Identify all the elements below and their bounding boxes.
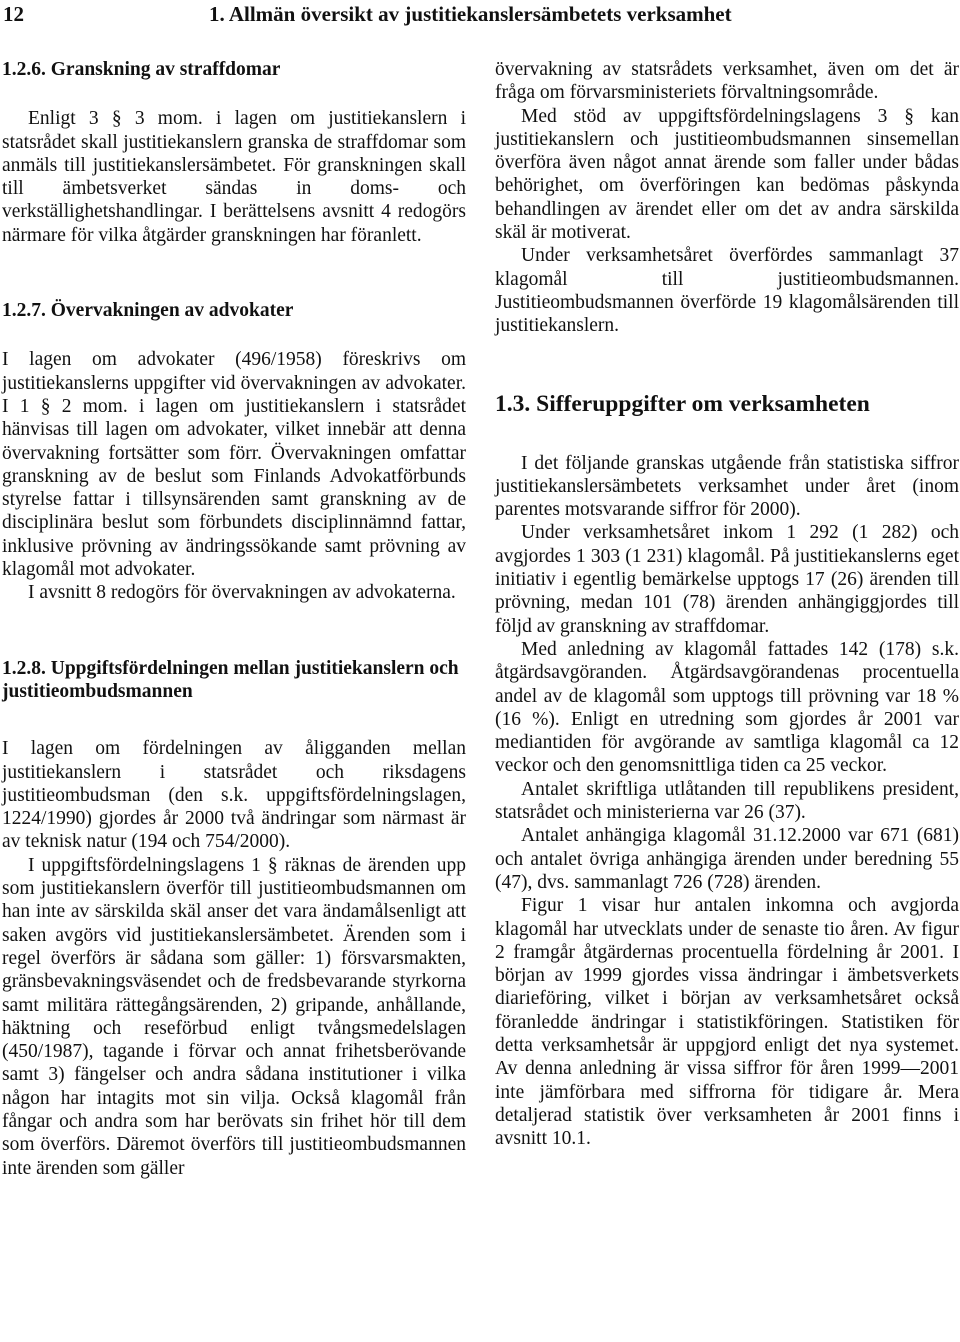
paragraph: Enligt 3 § 3 mom. i lagen om justitiekanslern i statsrådet skall justitiekanslern granska de straffdomar som anmäls till justitiekanslersämbetet. För granskningen skall till ämbetsverket sändas in doms- och verkställighetshandlingar. I berättelsens avsnitt 4 redogörs närmare för vilka åtgärder granskningen har föranlett.: [2, 108, 466, 246]
paragraph: I avsnitt 8 redogörs för övervakningen av advokaterna.: [28, 582, 456, 604]
paragraph: Under verksamhetsåret överfördes sammanlagt 37 klagomål till justitieombudsmannen. Justitieombudsmannen överförde 19 klagomålsärenden till justitiekanslern.: [495, 245, 959, 337]
paragraph: Antalet skriftliga utlåtanden till republikens president, statsrådet och ministerierna var 26 (37).: [495, 778, 959, 824]
section-heading-1-2-7: 1.2.7. Övervakningen av advokater: [2, 300, 294, 322]
paragraph: övervakning av statsrådets verksamhet, även om det är fråga om förvarsministeriets förvaltningsområde.: [495, 59, 959, 104]
page-number: 12: [3, 2, 24, 26]
section-heading-1-3: 1.3. Sifferuppgifter om verksamheten: [495, 390, 870, 417]
paragraph: Med anledning av klagomål fattades 142 (178) s.k. åtgärdsavgöranden. Åtgärdsavgörandenas procentuella andel av de klagomål som upptogs till prövning var 18 % (16 %). Enligt en utredning som gjordes år 2001 var mediantiden för avgörande av samtliga klagomål ca 12 veckor och den genomsnittliga tiden ca 25 veckor.: [495, 638, 959, 777]
page-header: [0, 0, 960, 40]
left-column: [2, 58, 466, 1180]
paragraph: Under verksamhetsåret inkom 1 292 (1 282) och avgjordes 1 303 (1 231) klagomål. På justitiekanslerns eget initiativ i egentlig bemärkelse upptogs 17 (26) ärenden till prövning, medan 101 (78) ärenden anhängiggjordes till följd av granskning av straffdomar.: [495, 522, 959, 637]
paragraph: Figur 1 visar hur antalen inkomna och avgjorda klagomål har utvecklats under de senaste tio åren. Av figur 2 framgår åtgärdernas procentuella fördelning år 2001. I början av 1999 gjordes vissa ändringar i ämbetsverkets diarieföring, vilket i början av verksamhetsåret också föranledde ändringar i statistikföringen. Statistiken för detta verksamhetsår är uppgjord enligt det nya systemet. Av denna anledning är vissa siffror för åren 1999—2001 inte jämförbara med siffrorna för tidigare år. Mera detaljerad statistik över verksamheten år 2001 finns i avsnitt 10.1.: [495, 895, 959, 1150]
section-heading-1-2-6: 1.2.6. Granskning av straffdomar: [2, 59, 281, 80]
paragraph: I uppgiftsfördelningslagens 1 § räknas de ärenden upp som justitiekanslern överför till justitieombudsmannen om han inte av särskilda skäl anser det vara ändamålsenligt att saken avgörs vid justitiekanslersämbetet. Ärenden som i regel överförs är sådana som gäller: 1) försvarsmakten, gränsbevakningsväsendet och de fredsbevarande styrkorna samt militära rättegångsärenden, 2) gripande, anhållande, häktning och reseförbud enligt tvångsmedelslagen (450/1987), tagande i förvar och annat frihetsberövande samt 3) fängelser och andra sådana institutioner i vilka någon har intagits mot sin vilja. Också klagomål från fångar och andra som har berövats sin frihet hör till dem som överförs. Däremot överförs till justitieombudsmannen inte ärenden som gäller: [2, 854, 466, 1179]
right-column: [495, 58, 959, 1150]
paragraph: Med stöd av uppgiftsfördelningslagens 3 § kan justitiekanslern och justitieombudsmannen sinsemellan överföra även något annat ärende som faller under bådas behörighet, om överföringen kan bedömas påskynda behandlingen av ärendet eller om det av andra särskilda skäl är motiverat.: [495, 105, 959, 244]
paragraph: I lagen om advokater (496/1958) föreskrivs om justitiekanslerns uppgifter vid övervakningen av advokater. I 1 § 2 mom. i lagen om justitiekanslern i statsrådet hänvisas till lagen om advokater, vilket innebär att denna övervakning fortsätter som förr. Övervakningen omfattar granskning av de beslut som Finlands Advokatförbunds styrelse fattar i tillsynsärenden samt granskning av de disciplinära beslut som förbundets disciplinnämnd fattar, inklusive prövning av ändringssökande samt prövning av klagomål mot advokater.: [2, 349, 466, 581]
running-title: 1. Allmän översikt av justitiekanslersämbetets verksamhet: [209, 2, 732, 26]
paragraph: Antalet anhängiga klagomål 31.12.2000 var 671 (681) och antalet övriga anhängiga ärenden under beredning 55 (47), dvs. sammanlagt 726 (728) ärenden.: [495, 825, 959, 893]
paragraph: I det följande granskas utgående från statistiska siffror justitiekanslersämbetets verksamhet under året (inom parentes motsvarande siffror för 2000).: [495, 452, 959, 521]
section-heading-1-2-8: 1.2.8. Uppgiftsfördelningen mellan justitiekanslern och justitieombudsmannen: [2, 657, 459, 702]
paragraph: I lagen om fördelningen av åligganden mellan justitiekanslern i statsrådet och riksdagens justitieombudsman (den s.k. uppgiftsfördelningslagen, 1224/1990) gjordes år 2000 två ändringar som närmast är av teknisk natur (194 och 754/2000).: [2, 738, 466, 853]
